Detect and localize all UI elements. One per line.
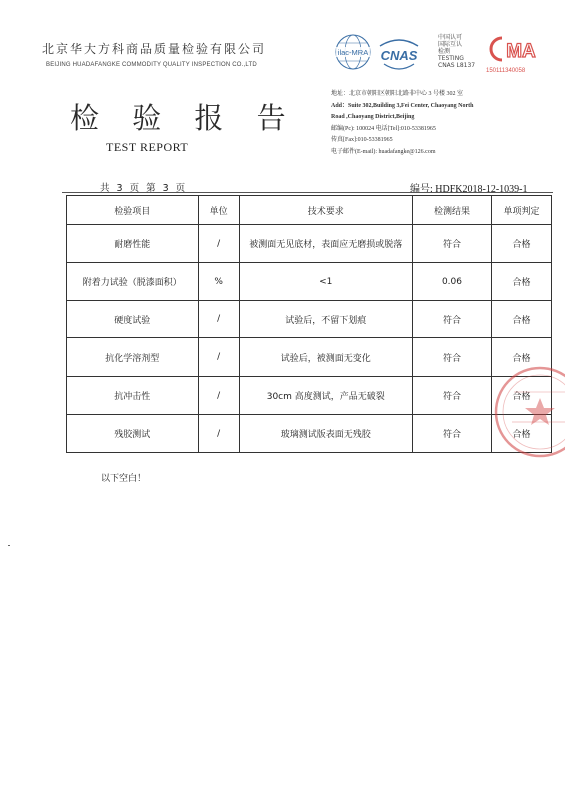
cell-requirement: 被测面无见底材，表面应无磨损或脱落 xyxy=(239,225,412,263)
cell-verdict: 合格 xyxy=(492,338,552,377)
cnas-text-line: CNAS L8137 xyxy=(438,62,476,69)
table-row xyxy=(67,301,552,338)
official-seal-icon xyxy=(490,362,565,462)
cell-result: 0.06 xyxy=(412,263,491,301)
cma-number: 150111340058 xyxy=(486,68,526,74)
cell-unit: / xyxy=(198,225,239,263)
table-row xyxy=(67,377,552,415)
address-en-line1: Add：Suite 302,Building 3,Fei Center, Chaoyang North xyxy=(331,102,474,109)
cell-requirement: 玻璃测试版表面无残胶 xyxy=(239,415,412,453)
company-name-en: BEIJING HUADAFANGKE COMMODITY QUALITY INSPECTION CO.,LTD xyxy=(46,62,257,68)
cma-logo-icon xyxy=(488,34,540,64)
cell-unit: / xyxy=(198,377,239,415)
address-en-line2: Road ,Chaoyang District,Beijing xyxy=(331,114,415,120)
ilac-mra-logo-icon xyxy=(332,32,374,78)
cell-requirement: 30cm 高度测试，产品无破裂 xyxy=(239,377,412,415)
cell-requirement: 试验后，被测面无变化 xyxy=(239,338,412,377)
cell-item: 抗冲击性 xyxy=(67,377,199,415)
cell-item: 硬度试验 xyxy=(67,301,199,338)
header-divider xyxy=(62,192,553,193)
cell-result: 符合 xyxy=(412,415,491,453)
table-row xyxy=(67,338,552,377)
cell-verdict: 合格 xyxy=(492,415,552,453)
cnas-text-line: 国际互认 xyxy=(438,41,463,48)
cell-unit: / xyxy=(198,338,239,377)
email: 电子邮件(E-mail): huadafangke@126.com xyxy=(331,148,436,155)
ilac-label: ilac-MRA xyxy=(337,48,369,57)
column-header: 单位 xyxy=(198,196,239,225)
cnas-label: CNAS xyxy=(380,48,418,63)
certification-logos xyxy=(330,32,560,82)
table-header-row xyxy=(67,196,552,225)
cell-result: 符合 xyxy=(412,301,491,338)
column-header: 检验项目 xyxy=(67,196,199,225)
cell-result: 符合 xyxy=(412,377,491,415)
cell-item: 抗化学溶剂型 xyxy=(67,338,199,377)
table-row xyxy=(67,225,552,263)
cnas-logo-icon xyxy=(374,36,424,74)
cell-unit: / xyxy=(198,301,239,338)
end-of-report-note: 以下空白！ xyxy=(101,474,147,484)
cnas-text-line: 检测 xyxy=(438,48,451,55)
cell-requirement: <1 xyxy=(239,263,412,301)
report-number: 编号: HDFK2018-12-1039-1 xyxy=(410,184,528,195)
cell-item: 残胶测试 xyxy=(67,415,199,453)
report-title-cn: 检 验 报 告 xyxy=(70,101,298,135)
table-row xyxy=(67,263,552,301)
postcode-tel: 邮编(Pc): 100024 电话[Tel]:010-53381965 xyxy=(331,125,436,132)
cell-verdict: 合格 xyxy=(492,301,552,338)
cell-unit: / xyxy=(198,415,239,453)
contact-block xyxy=(331,89,551,158)
report-title-en: TEST REPORT xyxy=(106,140,189,154)
table-row xyxy=(67,415,552,453)
cell-requirement: 试验后，不留下划痕 xyxy=(239,301,412,338)
column-header: 检测结果 xyxy=(412,196,491,225)
page-info: 共 3 页 第 3 页 xyxy=(100,183,188,194)
scan-mark xyxy=(8,545,10,546)
company-name-cn: 北京华大方科商品质量检验有限公司 xyxy=(42,42,267,56)
cell-verdict: 合格 xyxy=(492,263,552,301)
cnas-text-line: 中国认可 xyxy=(438,34,463,41)
fax: 传真[Fax]:010-53381965 xyxy=(331,137,393,143)
cell-verdict: 合格 xyxy=(492,225,552,263)
cell-item: 附着力试验（脱漆面积） xyxy=(67,263,199,301)
cell-result: 符合 xyxy=(412,225,491,263)
cnas-accreditation-text xyxy=(438,34,475,69)
cell-result: 符合 xyxy=(412,338,491,377)
column-header: 技术要求 xyxy=(239,196,412,225)
address-cn: 地址：北京市朝阳区朝阳北路非中心 3 号楼 302 室 xyxy=(331,91,464,97)
cell-verdict: 合格 xyxy=(492,377,552,415)
column-header: 单项判定 xyxy=(492,196,552,225)
cell-unit: % xyxy=(198,263,239,301)
cma-label: MA xyxy=(506,41,536,62)
cnas-text-line: TESTING xyxy=(438,55,464,62)
test-results-table xyxy=(66,195,552,453)
cell-item: 耐磨性能 xyxy=(67,225,199,263)
